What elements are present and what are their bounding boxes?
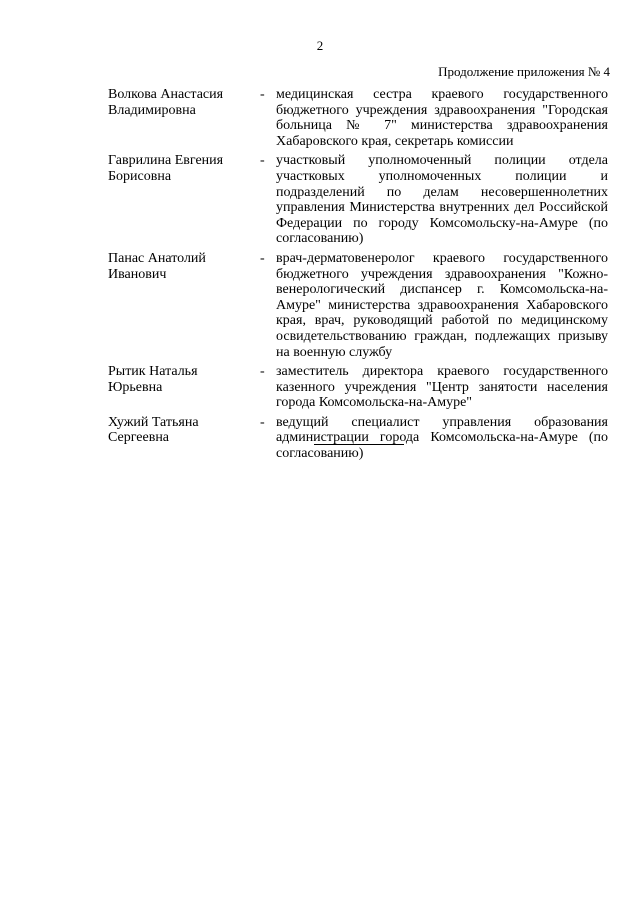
member-name: Рытик Наталья Юрьевна [108, 364, 198, 395]
member-row-rytik [108, 364, 608, 411]
member-name: Волкова Анастасия Владимировна [108, 87, 224, 118]
member-row-khuzhiy [108, 415, 608, 462]
page-number: 2 [316, 38, 324, 53]
member-dash: - [260, 250, 265, 266]
end-divider-line [314, 444, 404, 445]
member-row-panas [108, 251, 608, 360]
member-dash: - [260, 364, 265, 380]
appendix-continuation-header: Продолжение приложения № 4 [438, 64, 610, 79]
member-dash: - [260, 153, 265, 169]
member-description: медицинская сестра краевого государственного бюджетного учреждения здравоохранения "Городская больница № 7" министерства здравоохранения Хабаровского края, секретарь комиссии [276, 87, 608, 149]
member-description: заместитель директора краевого государственного казенного учреждения "Центр занятости населения города Комсомольска-на-Амуре" [276, 364, 608, 411]
member-dash: - [260, 87, 265, 102]
member-name: Гаврилина Евгения Борисовна [108, 153, 224, 184]
member-name: Панас Анатолий Иванович [108, 250, 206, 282]
member-description: врач-дерматовенеролог краевого государственного бюджетного учреждения здравоохранения "Кожно-венерологический диспансер г. Комсомольска-на-Амуре" министерства здравоохранения Хабаровского края, врач, руководящий работой по медицинскому освидетельствованию граждан, подлежащих призыву на военную службу [276, 250, 608, 360]
member-description: ведущий специалист управления образования администрации города Комсомольска-на-Амуре (по согласованию) [276, 414, 608, 462]
member-row-volkova [108, 87, 608, 149]
member-name: Хужий Татьяна Сергеевна [108, 414, 199, 446]
member-row-gavrilina [108, 153, 608, 247]
commission-members-list [108, 87, 608, 466]
member-description: участковый уполномоченный полиции отдела участковых уполномоченных полиции и подразделений по делам несовершеннолетних управления Министерства внутренних дел Российской Федерации по городу Комсомольску-на-Амуре (по согласованию) [276, 153, 608, 247]
member-dash: - [260, 414, 265, 430]
